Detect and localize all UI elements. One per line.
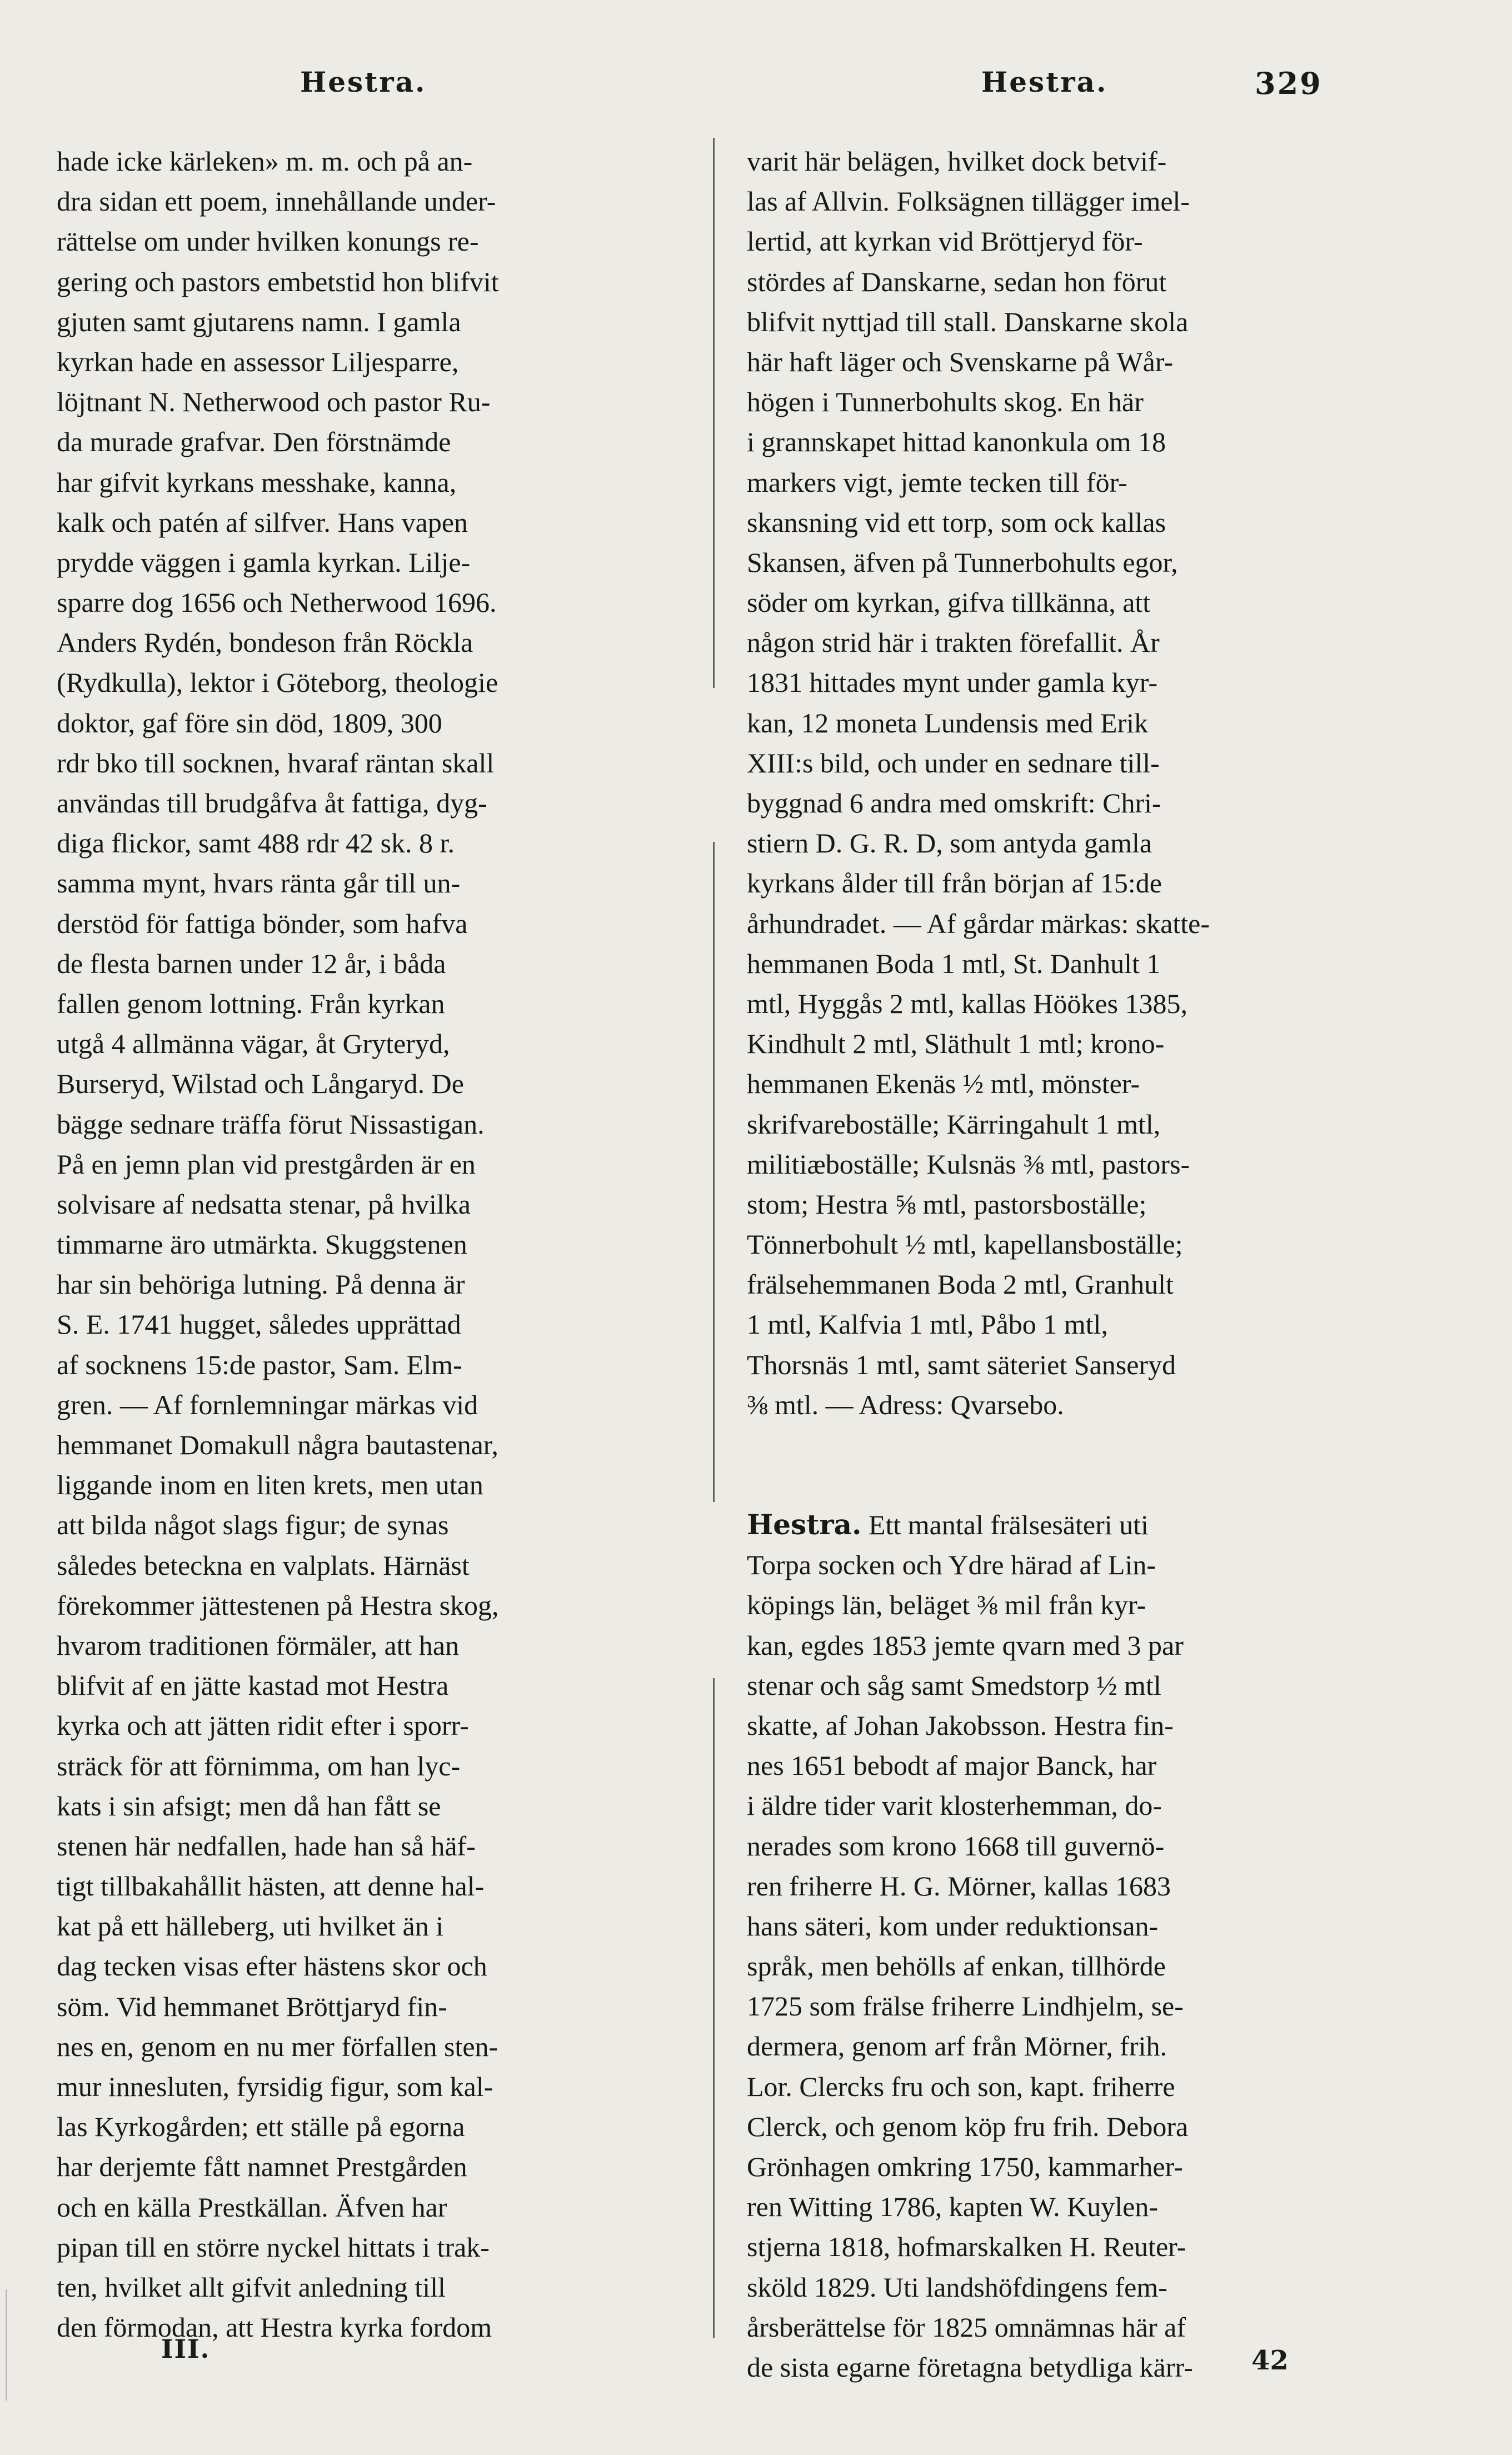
text-line: kan, 12 moneta Lundensis med Erik xyxy=(747,707,1149,739)
text-line: nerades som krono 1668 till guvernö- xyxy=(747,1830,1165,1862)
text-line: och en källa Prestkällan. Äfven har xyxy=(57,2191,447,2223)
text-line: 1 mtl, Kalfvia 1 mtl, Påbo 1 mtl, xyxy=(747,1309,1108,1340)
text-line: förekommer jättestenen på Hestra skog, xyxy=(57,1589,499,1621)
text-line: kan, egdes 1853 jemte qvarn med 3 par xyxy=(747,1629,1184,1661)
section-first-line-text: Ett mantal frälsesäteri uti xyxy=(861,1509,1149,1540)
text-line: hemmanen Boda 1 mtl, St. Danhult 1 xyxy=(747,947,1161,979)
text-line: söm. Vid hemmanet Bröttjaryd fin- xyxy=(57,1990,447,2022)
text-line: doktor, gaf före sin död, 1809, 300 xyxy=(57,707,442,739)
text-line: frälsehemmanen Boda 2 mtl, Granhult xyxy=(747,1269,1174,1300)
text-line: de sista egarne företagna betydliga kärr- xyxy=(747,2351,1193,2383)
text-line: således beteckna en valplats. Härnäst xyxy=(57,1549,470,1581)
text-line: Clerck, och genom köp fru frih. Debora xyxy=(747,2110,1189,2142)
text-line: diga flickor, samt 488 rdr 42 sk. 8 r. xyxy=(57,827,455,859)
text-line: solvisare af nedsatta stenar, på hvilka xyxy=(57,1188,471,1220)
text-line: hemmanen Ekenäs ½ mtl, mönster- xyxy=(747,1068,1140,1100)
text-line: byggnad 6 andra med omskrift: Chri- xyxy=(747,787,1161,819)
text-line: århundradet. — Af gårdar märkas: skatte- xyxy=(747,907,1210,939)
text-line: de flesta barnen under 12 år, i båda xyxy=(57,947,446,979)
text-line: blifvit nyttjad till stall. Danskarne skola xyxy=(747,306,1189,337)
text-line: liggande inom en liten krets, men utan xyxy=(57,1469,483,1501)
text-line: militiæboställe; Kulsnäs ⅜ mtl, pastors- xyxy=(747,1148,1190,1180)
text-line: tigt tillbakahållit hästen, att denne hal- xyxy=(57,1870,485,1902)
text-line: sträck för att förnimma, om han lyc- xyxy=(57,1750,461,1782)
text-line: här haft läger och Svenskarne på Wår- xyxy=(747,346,1174,377)
section-gap xyxy=(747,1425,1380,1505)
text-line: Skansen, äfven på Tunnerbohults egor, xyxy=(747,546,1178,578)
text-line: prydde väggen i gamla kyrkan. Lilje- xyxy=(57,546,471,578)
text-line: stom; Hestra ⅝ mtl, pastorsboställe; xyxy=(747,1188,1147,1220)
text-line: dermera, genom arf från Mörner, frih. xyxy=(747,2030,1167,2062)
text-line: stjerna 1818, hofmarskalken H. Reuter- xyxy=(747,2231,1186,2263)
text-line: dra sidan ett poem, innehållande under- xyxy=(57,186,496,217)
column-divider xyxy=(713,138,715,2338)
text-line: lertid, att kyrkan vid Bröttjeryd för- xyxy=(747,226,1143,257)
text-line: nes 1651 bebodt af major Banck, har xyxy=(747,1750,1157,1782)
text-line: hans säteri, kom under reduktionsan- xyxy=(747,1910,1159,1942)
text-line: blifvit af en jätte kastad mot Hestra xyxy=(57,1670,449,1701)
signature-mark: III. xyxy=(161,2334,211,2364)
text-line: gjuten samt gjutarens namn. I gamla xyxy=(57,306,461,337)
text-line: Kindhult 2 mtl, Släthult 1 mtl; krono- xyxy=(747,1028,1165,1060)
text-line: S. E. 1741 hugget, således upprättad xyxy=(57,1309,461,1340)
text-line: användas till brudgåfva åt fattiga, dyg- xyxy=(57,787,487,819)
text-line: stenen här nedfallen, hade han så häf- xyxy=(57,1830,476,1862)
text-line: rättelse om under hvilken konungs re- xyxy=(57,226,479,257)
text-line: (Rydkulla), lektor i Göteborg, theologie xyxy=(57,667,498,698)
text-line: att bilda något slags figur; de synas xyxy=(57,1509,449,1541)
text-line: XIII:s bild, och under en sednare till- xyxy=(747,747,1160,779)
text-line: varit här belägen, hvilket dock betvif- xyxy=(747,146,1167,177)
text-line: ⅜ mtl. — Adress: Qvarsebo. xyxy=(747,1389,1064,1420)
text-line: skrifvareboställe; Kärringahult 1 mtl, xyxy=(747,1108,1161,1140)
text-line: bägge sednare träffa förut Nissastigan. xyxy=(57,1108,485,1140)
text-line: stenar och såg samt Smedstorp ½ mtl xyxy=(747,1669,1161,1701)
sheet-number: 42 xyxy=(1251,2345,1289,2376)
text-line: ren friherre H. G. Mörner, kallas 1683 xyxy=(747,1870,1171,1902)
text-line: fallen genom lottning. Från kyrkan xyxy=(57,987,445,1019)
text-line: rdr bko till socknen, hvaraf räntan skall xyxy=(57,747,495,779)
text-line: högen i Tunnerbohults skog. En här xyxy=(747,386,1144,418)
text-line: gren. — Af fornlemningar märkas vid xyxy=(57,1389,478,1420)
text-line: någon strid här i trakten förefallit. År xyxy=(747,627,1160,658)
text-line: skansning vid ett torp, som ock kallas xyxy=(747,506,1166,538)
text-line: kalk och patén af silfver. Hans vapen xyxy=(57,506,468,538)
text-line: löjtnant N. Netherwood och pastor Ru- xyxy=(57,386,491,418)
text-line: af socknens 15:de pastor, Sam. Elm- xyxy=(57,1349,462,1380)
text-line: samma mynt, hvars ränta går till un- xyxy=(57,867,461,899)
text-line: gering och pastors embetstid hon blifvit xyxy=(57,266,499,297)
text-line: hvarom traditionen förmäler, att han xyxy=(57,1629,460,1661)
text-line: Anders Rydén, bondeson från Röckla xyxy=(57,627,473,658)
text-line: kat på ett hälleberg, uti hvilket än i xyxy=(57,1910,444,1942)
text-line: stördes af Danskarne, sedan hon förut xyxy=(747,266,1167,297)
page-edge-mark xyxy=(6,2289,7,2401)
running-head-left: Hestra. xyxy=(300,66,427,98)
text-line: den förmodan, att Hestra kyrka fordom xyxy=(57,2312,492,2343)
page-number: 329 xyxy=(1255,66,1323,101)
text-line: har gifvit kyrkans messhake, kanna, xyxy=(57,466,457,498)
text-line: las Kyrkogården; ett ställe på egorna xyxy=(57,2111,465,2143)
text-line: sparre dog 1656 och Netherwood 1696. xyxy=(57,587,497,618)
running-head-right: Hestra. xyxy=(981,66,1108,98)
text-line: sköld 1829. Uti landshöfdingens fem- xyxy=(747,2271,1167,2303)
text-line: pipan till en större nyckel hittats i trak- xyxy=(57,2231,490,2263)
text-line: derstöd för fattiga bönder, som hafva xyxy=(57,907,468,939)
text-line: Burseryd, Wilstad och Långaryd. De xyxy=(57,1068,464,1100)
text-line: kats i sin afsigt; men då han fått se xyxy=(57,1790,441,1822)
text-line: hade icke kärleken» m. m. och på an- xyxy=(57,146,473,177)
text-line: har derjemte fått namnet Prestgården xyxy=(57,2151,467,2183)
text-line: mur innesluten, fyrsidig figur, som kal- xyxy=(57,2071,493,2102)
text-line: ren Witting 1786, kapten W. Kuylen- xyxy=(747,2191,1159,2223)
text-line: ten, hvilket allt gifvit anledning till xyxy=(57,2271,446,2303)
text-line: nes en, genom en nu mer förfallen sten- xyxy=(57,2030,498,2062)
text-line: i äldre tider varit klosterhemman, do- xyxy=(747,1790,1162,1822)
section-first-line xyxy=(747,1505,1380,1545)
text-line: kyrkan hade en assessor Liljesparre, xyxy=(57,346,459,377)
text-line: söder om kyrkan, gifva tillkänna, att xyxy=(747,587,1151,618)
text-line: stiern D. G. R. D, som antyda gamla xyxy=(747,827,1152,859)
text-line: mtl, Hyggås 2 mtl, kallas Höökes 1385, xyxy=(747,987,1187,1019)
text-line: årsberättelse för 1825 omnämnas här af xyxy=(747,2311,1186,2343)
text-line: 1725 som frälse friherre Lindhjelm, se- xyxy=(747,1990,1184,2022)
text-line: har sin behöriga lutning. På denna är xyxy=(57,1269,465,1300)
text-line: dag tecken visas efter hästens skor och xyxy=(57,1950,487,1982)
text-line: kyrka och att jätten ridit efter i sporr- xyxy=(57,1710,469,1742)
text-line: Tönnerbohult ½ mtl, kapellansboställe; xyxy=(747,1229,1183,1260)
left-column xyxy=(57,141,690,2347)
right-column xyxy=(747,141,1380,2387)
text-line: 1831 hittades mynt under gamla kyr- xyxy=(747,667,1158,698)
text-line: Thorsnäs 1 mtl, samt säteriet Sanseryd xyxy=(747,1349,1176,1380)
text-line: las af Allvin. Folksägnen tillägger imel- xyxy=(747,186,1190,217)
text-line: timmarne äro utmärkta. Skuggstenen xyxy=(57,1229,467,1260)
text-line: På en jemn plan vid prestgården är en xyxy=(57,1148,476,1180)
text-line: da murade grafvar. Den förstnämde xyxy=(57,426,451,458)
text-line: hemmanet Domakull några bautastenar, xyxy=(57,1429,498,1460)
text-line: markers vigt, jemte tecken till för- xyxy=(747,466,1127,498)
text-line: språk, men behölls af enkan, tillhörde xyxy=(747,1950,1166,1982)
text-line: köpings län, beläget ⅜ mil från kyr- xyxy=(747,1589,1146,1621)
section-headword: Hestra. xyxy=(747,1508,862,1541)
text-line: Grönhagen omkring 1750, kammarher- xyxy=(747,2151,1183,2182)
text-line: kyrkans ålder till från början af 15:de xyxy=(747,867,1162,899)
text-line: i grannskapet hittad kanonkula om 18 xyxy=(747,426,1166,458)
text-line: skatte, af Johan Jakobsson. Hestra fin- xyxy=(747,1709,1174,1741)
text-line: Lor. Clercks fru och son, kapt. friherre xyxy=(747,2070,1175,2102)
text-line: utgå 4 allmänna vägar, åt Gryteryd, xyxy=(57,1028,450,1060)
text-line: Torpa socken och Ydre härad af Lin- xyxy=(747,1549,1156,1581)
